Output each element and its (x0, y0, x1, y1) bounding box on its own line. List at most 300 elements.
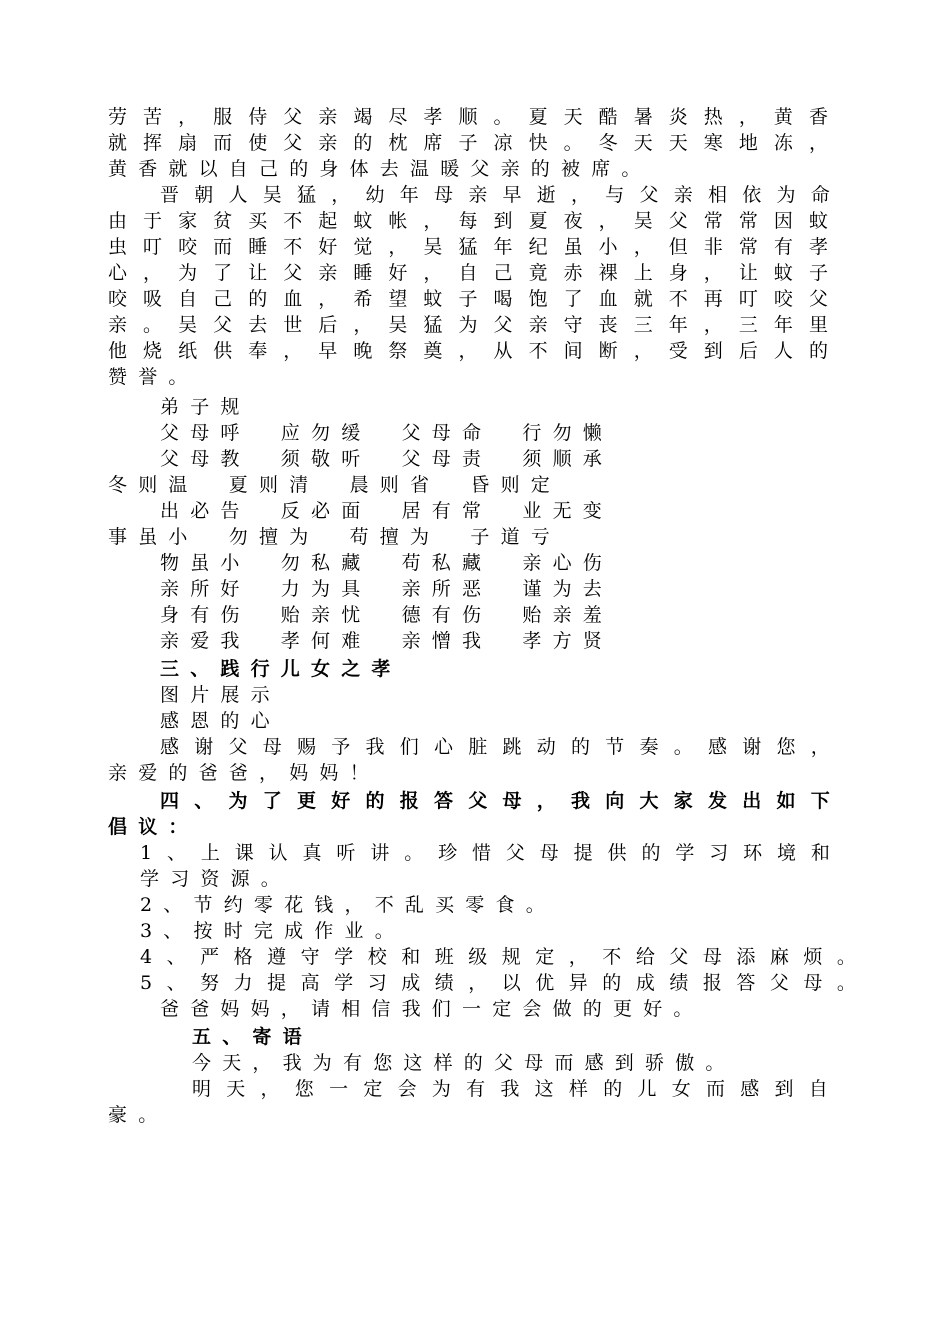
glyph: 有 (466, 1078, 486, 1100)
glyph: 上 (633, 262, 653, 284)
text-line (160, 734, 830, 760)
glyph: 上 (200, 842, 220, 864)
glyph: 血 (283, 288, 303, 310)
glyph: 于 (143, 210, 163, 232)
glyph: 枕 (388, 132, 408, 154)
glyph: 暑 (633, 106, 653, 128)
glyph: ， (598, 210, 618, 232)
glyph: 和 (401, 946, 421, 968)
glyph: 让 (248, 262, 268, 284)
glyph: 从 (493, 340, 513, 362)
glyph: 天 (668, 132, 688, 154)
glyph: 夜 (563, 210, 583, 232)
glyph: 定 (535, 946, 555, 968)
glyph: 这 (534, 1078, 554, 1100)
glyph: 咬 (773, 288, 793, 310)
glyph: 供 (213, 340, 233, 362)
glyph: 4 (140, 946, 153, 968)
glyph: 父 (283, 262, 303, 284)
glyph: ， (143, 262, 163, 284)
glyph: 动 (536, 736, 556, 758)
glyph: 子 (808, 262, 828, 284)
glyph: 母 (702, 946, 722, 968)
glyph: 小 (598, 236, 618, 258)
glyph: ， (568, 946, 588, 968)
glyph: 供 (607, 842, 627, 864)
glyph: 绩 (669, 972, 689, 994)
glyph: 顺 (458, 106, 478, 128)
glyph: 了 (213, 262, 233, 284)
glyph: 奏 (639, 736, 659, 758)
glyph: 。 (563, 132, 583, 154)
glyph: 晋 (160, 184, 180, 206)
glyph: 蚊 (353, 210, 373, 232)
glyph: ， (703, 314, 723, 336)
glyph: 校 (367, 946, 387, 968)
glyph: 断 (598, 340, 618, 362)
glyph: ， (633, 236, 653, 258)
glyph: 为 (458, 314, 478, 336)
glyph: 课 (234, 842, 254, 864)
glyph: 叮 (143, 236, 163, 258)
glyph: 节 (605, 736, 625, 758)
text-line (140, 944, 856, 970)
glyph: 的 (603, 1078, 623, 1100)
glyph: 答 (434, 790, 454, 812)
glyph: 朝 (194, 184, 214, 206)
glyph: 父 (808, 288, 828, 310)
glyph: 明 (192, 1078, 212, 1100)
glyph: 为 (228, 790, 248, 812)
glyph: 常 (738, 210, 758, 232)
glyph: ， (353, 314, 373, 336)
glyph: 严 (200, 946, 220, 968)
glyph: ， (318, 288, 338, 310)
glyph: 命 (810, 184, 830, 206)
glyph: 。 (673, 736, 693, 758)
glyph: 学 (675, 842, 695, 864)
glyph: 由 (108, 210, 128, 232)
text-line (108, 260, 828, 286)
glyph: 成 (635, 972, 655, 994)
glyph: 真 (302, 842, 322, 864)
text-line (108, 286, 828, 312)
glyph: 亲 (318, 106, 338, 128)
glyph: 睡 (353, 262, 373, 284)
glyph: 、 (166, 946, 186, 968)
glyph: 服 (213, 106, 233, 128)
glyph: 夏 (528, 210, 548, 232)
glyph: 答 (736, 972, 756, 994)
glyph: 凉 (493, 132, 513, 154)
glyph: 吴 (388, 314, 408, 336)
glyph: 规 (501, 946, 521, 968)
glyph: 脏 (468, 736, 488, 758)
glyph: ， (468, 972, 488, 994)
text-line (108, 338, 828, 364)
glyph: 母 (502, 790, 522, 812)
glyph: 有 (773, 236, 793, 258)
glyph: 。 (836, 946, 856, 968)
text-line: 父母呼 应勿缓 父母命 行勿懒 (160, 422, 614, 444)
glyph: 逝 (536, 184, 556, 206)
glyph: ， (178, 106, 198, 128)
glyph: 孝 (808, 236, 828, 258)
glyph: 黄 (773, 106, 793, 128)
glyph: 守 (300, 946, 320, 968)
glyph: 叮 (738, 288, 758, 310)
glyph: 买 (248, 210, 268, 232)
glyph: 的 (641, 842, 661, 864)
glyph: 祭 (388, 340, 408, 362)
glyph: 母 (434, 184, 454, 206)
glyph: 出 (742, 790, 762, 812)
glyph: ， (423, 262, 443, 284)
glyph: 虽 (563, 236, 583, 258)
glyph: 您 (294, 1078, 314, 1100)
glyph: 您 (776, 736, 796, 758)
glyph: 报 (702, 972, 722, 994)
text-line: 父母教 须敬听 父母责 须顺承 (160, 448, 614, 470)
glyph: 心 (108, 262, 128, 284)
glyph: 大 (639, 790, 659, 812)
glyph: 发 (708, 790, 728, 812)
glyph: 炎 (668, 106, 688, 128)
glyph: ， (260, 1078, 280, 1100)
text-line: 五、寄语 (192, 1026, 313, 1048)
glyph: 高 (300, 972, 320, 994)
glyph: 母 (262, 736, 282, 758)
glyph: 而 (705, 1078, 725, 1100)
glyph: 竭 (353, 106, 373, 128)
glyph: 了 (563, 288, 583, 310)
glyph: 心 (434, 736, 454, 758)
glyph: 好 (318, 236, 338, 258)
glyph: 到 (703, 340, 723, 362)
glyph: 优 (535, 972, 555, 994)
glyph: 父 (283, 132, 303, 154)
text-line (140, 970, 856, 996)
glyph: 饱 (528, 288, 548, 310)
text-line: 事虽小 勿擅为 苟擅为 子道亏 (108, 526, 562, 548)
glyph: 父 (493, 314, 513, 336)
glyph: 吴 (178, 314, 198, 336)
text-line: 黄香就以自己的身体去温暖父亲的被席。 (108, 158, 652, 180)
glyph: 班 (434, 946, 454, 968)
glyph: 感 (160, 736, 180, 758)
text-line (108, 130, 828, 156)
glyph: 烦 (803, 946, 823, 968)
glyph: 尽 (388, 106, 408, 128)
glyph: 儿 (637, 1078, 657, 1100)
glyph: 赐 (297, 736, 317, 758)
glyph: 会 (397, 1078, 417, 1100)
glyph: 讲 (370, 842, 390, 864)
glyph: 孝 (423, 106, 443, 128)
text-line (108, 234, 828, 260)
glyph: 好 (388, 262, 408, 284)
glyph: 纸 (178, 340, 198, 362)
glyph: 喝 (493, 288, 513, 310)
glyph: 给 (635, 946, 655, 968)
glyph: 猛 (297, 184, 317, 206)
glyph: 报 (399, 790, 419, 812)
text-line (160, 788, 830, 814)
text-line: 感恩的心 (160, 710, 281, 732)
glyph: 四 (160, 790, 180, 812)
glyph: 亲 (528, 314, 548, 336)
glyph: 珍 (438, 842, 458, 864)
glyph: 身 (668, 262, 688, 284)
glyph: 年 (399, 184, 419, 206)
glyph: 不 (668, 288, 688, 310)
glyph: 三 (633, 314, 653, 336)
glyph: 里 (808, 314, 828, 336)
glyph: 女 (671, 1078, 691, 1100)
glyph: 的 (248, 288, 268, 310)
glyph: 天 (563, 106, 583, 128)
glyph: 父 (639, 184, 659, 206)
text-line: 豪。 (108, 1104, 169, 1126)
glyph: 为 (178, 262, 198, 284)
glyph: 希 (353, 288, 373, 310)
glyph: 的 (571, 736, 591, 758)
glyph: ， (458, 340, 478, 362)
glyph: 吴 (423, 236, 443, 258)
text-line: 倡议： (108, 816, 199, 838)
glyph: 觉 (353, 236, 373, 258)
text-line: 弟子规 (160, 396, 251, 418)
glyph: 麻 (769, 946, 789, 968)
glyph: 侍 (248, 106, 268, 128)
glyph: 添 (736, 946, 756, 968)
glyph: 家 (673, 790, 693, 812)
text-line: 图片展示 (160, 684, 281, 706)
glyph: ， (738, 106, 758, 128)
glyph: 纪 (528, 236, 548, 258)
glyph: 就 (108, 132, 128, 154)
glyph: 的 (808, 340, 828, 362)
text-line (108, 104, 828, 130)
glyph: 依 (742, 184, 762, 206)
glyph: 子 (458, 288, 478, 310)
glyph: 猛 (423, 314, 443, 336)
glyph: 年 (493, 236, 513, 258)
glyph: 到 (774, 1078, 794, 1100)
glyph: 境 (777, 842, 797, 864)
glyph: 冻 (773, 132, 793, 154)
glyph: 但 (668, 236, 688, 258)
glyph: 亲 (318, 132, 338, 154)
glyph: 三 (738, 314, 758, 336)
glyph: 力 (233, 972, 253, 994)
glyph: 和 (810, 842, 830, 864)
glyph: 学 (334, 972, 354, 994)
glyph: 间 (563, 340, 583, 362)
glyph: 让 (738, 262, 758, 284)
glyph: 扇 (178, 132, 198, 154)
text-line: 出必告 反必面 居有常 业无变 (160, 500, 614, 522)
glyph: 早 (502, 184, 522, 206)
glyph: 父 (668, 210, 688, 232)
glyph: 提 (267, 972, 287, 994)
glyph: 快 (528, 132, 548, 154)
text-line: 冬则温 夏则清 晨则省 昏则定 (108, 474, 562, 496)
text-line: 今天，我为有您这样的父母而感到骄傲。 (192, 1052, 736, 1074)
glyph: 感 (740, 1078, 760, 1100)
glyph: 1 (140, 842, 153, 864)
glyph: 认 (268, 842, 288, 864)
glyph: 格 (233, 946, 253, 968)
glyph: 5 (140, 972, 153, 994)
glyph: 因 (773, 210, 793, 232)
glyph: 自 (808, 1078, 828, 1100)
glyph: 予 (331, 736, 351, 758)
glyph: 的 (353, 132, 373, 154)
glyph: 世 (283, 314, 303, 336)
glyph: 猛 (458, 236, 478, 258)
glyph: 奠 (423, 340, 443, 362)
glyph: 提 (573, 842, 593, 864)
glyph: 母 (803, 972, 823, 994)
glyph: 蚊 (808, 210, 828, 232)
glyph: 而 (213, 236, 233, 258)
glyph: 烧 (143, 340, 163, 362)
glyph: 亲 (468, 184, 488, 206)
glyph: 、 (194, 790, 214, 812)
glyph: 向 (605, 790, 625, 812)
glyph: ， (283, 340, 303, 362)
text-line (192, 1076, 828, 1102)
glyph: 睡 (248, 236, 268, 258)
glyph: 我 (571, 790, 591, 812)
glyph: 每 (458, 210, 478, 232)
glyph: 酷 (598, 106, 618, 128)
glyph: 遵 (267, 946, 287, 968)
glyph: 成 (401, 972, 421, 994)
glyph: 一 (329, 1078, 349, 1100)
text-line: 爸爸妈妈，请相信我们一定会做的更好。 (160, 998, 704, 1020)
glyph: 的 (602, 972, 622, 994)
glyph: 竟 (528, 262, 548, 284)
text-line: 三、践行儿女之孝 (160, 658, 402, 680)
glyph: 自 (178, 288, 198, 310)
glyph: 吴 (262, 184, 282, 206)
glyph: 样 (568, 1078, 588, 1100)
glyph: ， (571, 184, 591, 206)
glyph: 冬 (598, 132, 618, 154)
glyph: 。 (404, 842, 424, 864)
glyph: 自 (458, 262, 478, 284)
glyph: 异 (568, 972, 588, 994)
glyph: 去 (248, 314, 268, 336)
glyph: ， (703, 262, 723, 284)
glyph: 夏 (528, 106, 548, 128)
glyph: 。 (836, 972, 856, 994)
glyph: 。 (493, 106, 513, 128)
glyph: 就 (633, 288, 653, 310)
glyph: 天 (633, 132, 653, 154)
glyph: 父 (505, 842, 525, 864)
glyph: 己 (213, 288, 233, 310)
glyph: 。 (143, 314, 163, 336)
glyph: 听 (336, 842, 356, 864)
glyph: 幼 (365, 184, 385, 206)
glyph: 习 (709, 842, 729, 864)
glyph: 下 (810, 790, 830, 812)
glyph: 家 (178, 210, 198, 232)
glyph: 咬 (178, 236, 198, 258)
glyph: 人 (228, 184, 248, 206)
glyph: ， (810, 736, 830, 758)
glyph: 努 (200, 972, 220, 994)
text-line (140, 840, 830, 866)
text-line: 3、按时完成作业。 (140, 920, 405, 942)
glyph: 绩 (434, 972, 454, 994)
glyph: 他 (108, 340, 128, 362)
glyph: 环 (743, 842, 763, 864)
glyph: 父 (468, 790, 488, 812)
glyph: 席 (423, 132, 443, 154)
text-line (160, 182, 830, 208)
glyph: 再 (703, 288, 723, 310)
glyph: 惜 (471, 842, 491, 864)
glyph: 天 (226, 1078, 246, 1100)
text-line: 亲爱的爸爸，妈妈！ (108, 762, 380, 784)
glyph: 到 (493, 210, 513, 232)
glyph: 受 (668, 340, 688, 362)
glyph: 跳 (502, 736, 522, 758)
glyph: 父 (228, 736, 248, 758)
glyph: 亲 (108, 314, 128, 336)
glyph: 不 (602, 946, 622, 968)
glyph: 谢 (194, 736, 214, 758)
glyph: 起 (318, 210, 338, 232)
glyph: 寒 (703, 132, 723, 154)
glyph: 不 (283, 210, 303, 232)
glyph: 以 (501, 972, 521, 994)
glyph: 父 (769, 972, 789, 994)
glyph: 了 (262, 790, 282, 812)
glyph: 常 (703, 210, 723, 232)
glyph: 苦 (143, 106, 163, 128)
glyph: 非 (703, 236, 723, 258)
glyph: 不 (283, 236, 303, 258)
glyph: 与 (605, 184, 625, 206)
glyph: 己 (493, 262, 513, 284)
glyph: 咬 (108, 288, 128, 310)
glyph: 劳 (108, 106, 128, 128)
glyph: 更 (297, 790, 317, 812)
glyph: 相 (708, 184, 728, 206)
text-line (108, 208, 828, 234)
glyph: 我 (500, 1078, 520, 1100)
glyph: 奉 (248, 340, 268, 362)
glyph: 定 (363, 1078, 383, 1100)
glyph: 我 (365, 736, 385, 758)
glyph: ， (388, 236, 408, 258)
glyph: ， (423, 210, 443, 232)
glyph: ， (808, 132, 828, 154)
glyph: 学 (334, 946, 354, 968)
text-line (108, 312, 828, 338)
glyph: 子 (458, 132, 478, 154)
glyph: 、 (166, 972, 186, 994)
glyph: 级 (468, 946, 488, 968)
glyph: 望 (388, 288, 408, 310)
glyph: 亲 (318, 262, 338, 284)
glyph: 不 (528, 340, 548, 362)
